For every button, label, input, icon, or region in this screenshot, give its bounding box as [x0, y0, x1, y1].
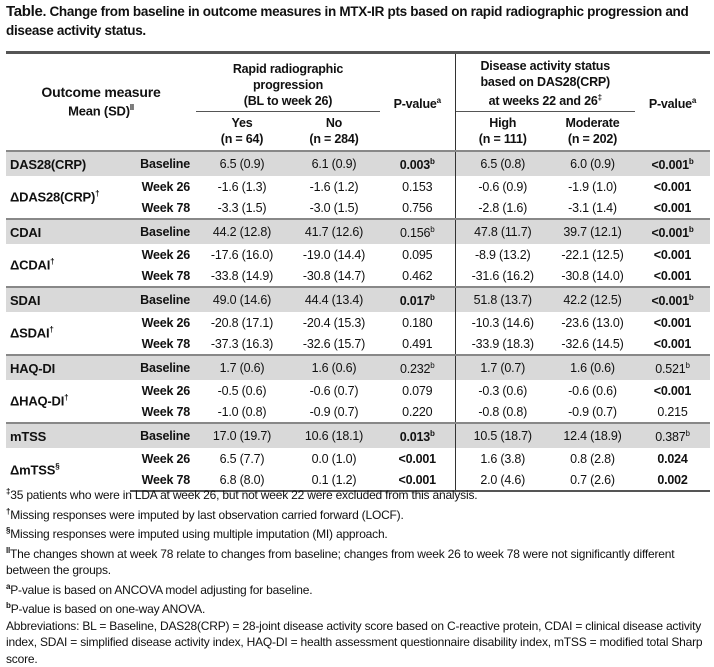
timepoint: Week 78 [130, 333, 196, 355]
pvalue-disease [635, 265, 710, 287]
table-row [6, 287, 710, 312]
timepoint: Week 26 [130, 312, 196, 333]
col-label: Moderate [550, 115, 635, 131]
no-value: -30.8 (14.7) [288, 265, 380, 287]
pvalue1-header [380, 53, 455, 152]
no-value: 6.1 (0.9) [288, 151, 380, 176]
pvalue: <0.001 [651, 158, 688, 172]
timepoint: Week 78 [130, 265, 196, 287]
no-value: 10.6 (18.1) [288, 423, 380, 448]
group2-header [455, 53, 635, 112]
footnote-text: The changes shown at week 78 relate to changes from baseline; changes from week 26 to week 78 were not significantly different between the groups. [6, 547, 674, 578]
pvalue-sup: b [430, 361, 434, 370]
pvalue-disease [635, 176, 710, 197]
footnote-text: Missing responses were imputed using multiple imputation (MI) approach. [10, 527, 387, 541]
pvalue-disease [635, 287, 710, 312]
no-value: -3.0 (1.5) [288, 197, 380, 219]
pvalue: <0.001 [654, 316, 691, 330]
footnote-text: Abbreviations: BL = Baseline, DAS28(CRP) = 28-joint disease activity score based on C-reactive protein, CDAI = clinical disease activity index, SDAI = simplified disease activity index, HAQ-DI = health assessment questionnaire disability index, mTSS = modified total Sharp score. [6, 619, 702, 666]
timepoint: Baseline [130, 423, 196, 448]
table-title [6, 2, 706, 40]
moderate-value: -0.6 (0.6) [550, 380, 635, 401]
high-value: 10.5 (18.7) [455, 423, 550, 448]
outcome-table [6, 51, 710, 492]
timepoint: Baseline [130, 287, 196, 312]
delta-sup: † [95, 189, 99, 198]
delta-measure [6, 176, 130, 219]
footnote [6, 504, 711, 524]
high-value: 51.8 (13.7) [455, 287, 550, 312]
timepoint: Week 78 [130, 469, 196, 491]
pvalue: <0.001 [654, 384, 691, 398]
timepoint: Baseline [130, 219, 196, 244]
pvalue-rapid [380, 448, 455, 469]
moderate-value: -23.6 (13.0) [550, 312, 635, 333]
pvalue-sup: b [430, 157, 435, 166]
pvalue: 0.220 [402, 405, 432, 419]
outcome-label: Outcome measure [6, 84, 196, 100]
yes-value: 6.5 (0.9) [196, 151, 288, 176]
group1-header [196, 53, 380, 112]
table-row [6, 219, 710, 244]
pvalue: 0.756 [402, 201, 432, 215]
yes-value: -17.6 (16.0) [196, 244, 288, 265]
delta-name: ΔCDAI [10, 258, 50, 273]
footnote-text: 35 patients who were in LDA at week 26, but not week 22 were excluded from this analysis. [10, 488, 477, 502]
group2-sup: ‡ [598, 93, 602, 102]
yes-value: -33.8 (14.9) [196, 265, 288, 287]
pvalue-rapid [380, 287, 455, 312]
pvalue-rapid [380, 423, 455, 448]
mean-label: Mean (SD) [68, 104, 130, 119]
pvalue-disease [635, 244, 710, 265]
pvalue: <0.001 [399, 452, 436, 466]
footnote [6, 618, 711, 667]
footnote-text: P-value is based on ANCOVA model adjusting for baseline. [10, 583, 312, 597]
pvalue-rapid [380, 265, 455, 287]
high-value: -33.9 (18.3) [455, 333, 550, 355]
col-label: Yes [196, 115, 288, 131]
pvalue: <0.001 [654, 248, 691, 262]
table-row [6, 151, 710, 176]
col-header-moderate [550, 112, 635, 152]
pvalue: <0.001 [399, 473, 436, 487]
pvalue: <0.001 [654, 201, 691, 215]
pvalue-sup: a [692, 96, 696, 105]
pvalue-disease [635, 151, 710, 176]
yes-value: 6.5 (7.7) [196, 448, 288, 469]
moderate-value: -0.9 (0.7) [550, 401, 635, 423]
footnote-sup: ‡ [6, 487, 10, 496]
delta-sup: † [50, 257, 54, 266]
no-value: 0.0 (1.0) [288, 448, 380, 469]
timepoint: Week 78 [130, 197, 196, 219]
pvalue-rapid [380, 312, 455, 333]
timepoint: Week 26 [130, 380, 196, 401]
delta-measure [6, 244, 130, 287]
delta-sup: † [64, 393, 68, 402]
measure-name: HAQ-DI [6, 355, 130, 380]
pvalue-disease [635, 448, 710, 469]
table-row [6, 380, 710, 401]
yes-value: 17.0 (19.7) [196, 423, 288, 448]
moderate-value: -22.1 (12.5) [550, 244, 635, 265]
measure-name: SDAI [6, 287, 130, 312]
group2-line: Disease activity status [456, 58, 636, 74]
moderate-value: 0.7 (2.6) [550, 469, 635, 491]
pvalue: 0.387 [655, 430, 685, 444]
pvalue-sup: b [689, 293, 694, 302]
pvalue-sup: b [686, 361, 690, 370]
pvalue-sup: b [686, 429, 690, 438]
timepoint: Week 26 [130, 448, 196, 469]
moderate-value: 0.8 (2.8) [550, 448, 635, 469]
yes-value: -0.5 (0.6) [196, 380, 288, 401]
moderate-value: -1.9 (1.0) [550, 176, 635, 197]
measure-name: mTSS [6, 423, 130, 448]
no-value: 0.1 (1.2) [288, 469, 380, 491]
col-header-high [455, 112, 550, 152]
group1-line: progression [196, 77, 380, 93]
col-n: (n = 111) [456, 131, 551, 147]
moderate-value: 6.0 (0.9) [550, 151, 635, 176]
pvalue-rapid [380, 244, 455, 265]
footnote-sup: ll [6, 546, 10, 555]
moderate-value: 12.4 (18.9) [550, 423, 635, 448]
title-text: . Change from baseline in outcome measures in MTX-IR pts based on rapid radiographic progression and disease activity status. [6, 4, 688, 38]
pvalue-disease [635, 355, 710, 380]
high-value: 1.6 (3.8) [455, 448, 550, 469]
pvalue: 0.095 [402, 248, 432, 262]
timepoint: Week 26 [130, 244, 196, 265]
table-row [6, 176, 710, 197]
table-row [6, 312, 710, 333]
pvalue: 0.024 [657, 452, 687, 466]
group2-line: based on DAS28(CRP) [456, 74, 636, 90]
pvalue: 0.013 [400, 430, 430, 444]
yes-value: -1.0 (0.8) [196, 401, 288, 423]
col-header-no [288, 112, 380, 152]
pvalue-label: P-value [649, 97, 692, 111]
pvalue: <0.001 [651, 294, 688, 308]
group1-line: Rapid radiographic [196, 61, 380, 77]
pvalue-rapid [380, 401, 455, 423]
no-value: -1.6 (1.2) [288, 176, 380, 197]
high-value: -2.8 (1.6) [455, 197, 550, 219]
pvalue-rapid [380, 219, 455, 244]
col-header-yes [196, 112, 288, 152]
footnote [6, 598, 711, 618]
high-value: -0.8 (0.8) [455, 401, 550, 423]
yes-value: -1.6 (1.3) [196, 176, 288, 197]
outcome-header [6, 53, 196, 152]
group1-line: (BL to week 26) [196, 93, 380, 109]
footnote-text: Missing responses were imputed by last observation carried forward (LOCF). [10, 508, 403, 522]
yes-value: -37.3 (16.3) [196, 333, 288, 355]
pvalue-label: P-value [394, 97, 437, 111]
delta-measure [6, 380, 130, 423]
table-row [6, 448, 710, 469]
pvalue-sup: b [689, 157, 694, 166]
high-value: 6.5 (0.8) [455, 151, 550, 176]
pvalue2-header [635, 53, 710, 152]
pvalue-rapid [380, 333, 455, 355]
moderate-value: -30.8 (14.0) [550, 265, 635, 287]
delta-name: ΔSDAI [10, 326, 49, 341]
footnote [6, 523, 711, 543]
high-value: -10.3 (14.6) [455, 312, 550, 333]
high-value: -8.9 (13.2) [455, 244, 550, 265]
yes-value: 49.0 (14.6) [196, 287, 288, 312]
footnote-sup: a [6, 582, 10, 591]
yes-value: -20.8 (17.1) [196, 312, 288, 333]
pvalue-sup: b [689, 225, 694, 234]
no-value: -19.0 (14.4) [288, 244, 380, 265]
high-value: -0.6 (0.9) [455, 176, 550, 197]
pvalue-rapid [380, 355, 455, 380]
no-value: -20.4 (15.3) [288, 312, 380, 333]
pvalue-disease [635, 219, 710, 244]
pvalue: 0.521 [655, 362, 685, 376]
footnote-text: P-value is based on one-way ANOVA. [11, 602, 205, 616]
no-value: 41.7 (12.6) [288, 219, 380, 244]
col-label: No [288, 115, 380, 131]
delta-name: ΔmTSS [10, 462, 55, 477]
measure-name: DAS28(CRP) [6, 151, 130, 176]
high-value: 2.0 (4.6) [455, 469, 550, 491]
pvalue: 0.003 [400, 158, 430, 172]
pvalue: <0.001 [654, 269, 691, 283]
pvalue: 0.180 [402, 316, 432, 330]
pvalue-sup: a [437, 96, 441, 105]
col-n: (n = 64) [196, 131, 288, 147]
moderate-value: 42.2 (12.5) [550, 287, 635, 312]
pvalue: 0.153 [402, 180, 432, 194]
footnotes [6, 484, 711, 667]
no-value: -0.6 (0.7) [288, 380, 380, 401]
pvalue-disease [635, 333, 710, 355]
moderate-value: -3.1 (1.4) [550, 197, 635, 219]
pvalue-disease [635, 312, 710, 333]
pvalue: 0.017 [400, 294, 430, 308]
timepoint: Baseline [130, 151, 196, 176]
pvalue-disease [635, 401, 710, 423]
pvalue-rapid [380, 197, 455, 219]
yes-value: 1.7 (0.6) [196, 355, 288, 380]
pvalue-rapid [380, 176, 455, 197]
col-n: (n = 202) [550, 131, 635, 147]
timepoint: Week 78 [130, 401, 196, 423]
moderate-value: 39.7 (12.1) [550, 219, 635, 244]
footnote-sup: § [6, 526, 10, 535]
timepoint: Baseline [130, 355, 196, 380]
pvalue: 0.079 [402, 384, 432, 398]
pvalue: 0.232 [400, 362, 430, 376]
col-n: (n = 284) [288, 131, 380, 147]
yes-value: -3.3 (1.5) [196, 197, 288, 219]
pvalue: 0.156 [400, 226, 430, 240]
pvalue: <0.001 [651, 226, 688, 240]
pvalue-disease [635, 197, 710, 219]
no-value: 1.6 (0.6) [288, 355, 380, 380]
delta-name: ΔHAQ-DI [10, 394, 64, 409]
no-value: 44.4 (13.4) [288, 287, 380, 312]
delta-name: ΔDAS28(CRP) [10, 190, 95, 205]
mean-sup: ll [130, 103, 134, 112]
high-value: -0.3 (0.6) [455, 380, 550, 401]
footnote [6, 579, 711, 599]
footnote [6, 543, 711, 579]
pvalue-sup: b [430, 225, 434, 234]
pvalue: 0.002 [657, 473, 687, 487]
footnote-sup: b [6, 601, 11, 610]
pvalue: <0.001 [654, 337, 691, 351]
pvalue: 0.215 [657, 405, 687, 419]
table-row [6, 244, 710, 265]
yes-value: 44.2 (12.8) [196, 219, 288, 244]
delta-sup: † [49, 325, 53, 334]
title-lead: Table [6, 3, 43, 20]
delta-measure [6, 312, 130, 355]
moderate-value: 1.6 (0.6) [550, 355, 635, 380]
footnote [6, 484, 711, 504]
high-value: -31.6 (16.2) [455, 265, 550, 287]
pvalue: <0.001 [654, 180, 691, 194]
high-value: 1.7 (0.7) [455, 355, 550, 380]
pvalue-rapid [380, 151, 455, 176]
yes-value: 6.8 (8.0) [196, 469, 288, 491]
group2-line: at weeks 22 and 26 [489, 94, 598, 108]
col-label: High [456, 115, 551, 131]
pvalue-disease [635, 380, 710, 401]
no-value: -0.9 (0.7) [288, 401, 380, 423]
high-value: 47.8 (11.7) [455, 219, 550, 244]
no-value: -32.6 (15.7) [288, 333, 380, 355]
timepoint: Week 26 [130, 176, 196, 197]
measure-name: CDAI [6, 219, 130, 244]
footnote-sup: † [6, 507, 10, 516]
delta-sup: § [55, 462, 59, 471]
pvalue-disease [635, 423, 710, 448]
table-row [6, 355, 710, 380]
pvalue-sup: b [430, 429, 435, 438]
table-row [6, 423, 710, 448]
pvalue: 0.491 [402, 337, 432, 351]
pvalue-sup: b [430, 293, 435, 302]
pvalue: 0.462 [402, 269, 432, 283]
pvalue-rapid [380, 380, 455, 401]
moderate-value: -32.6 (14.5) [550, 333, 635, 355]
